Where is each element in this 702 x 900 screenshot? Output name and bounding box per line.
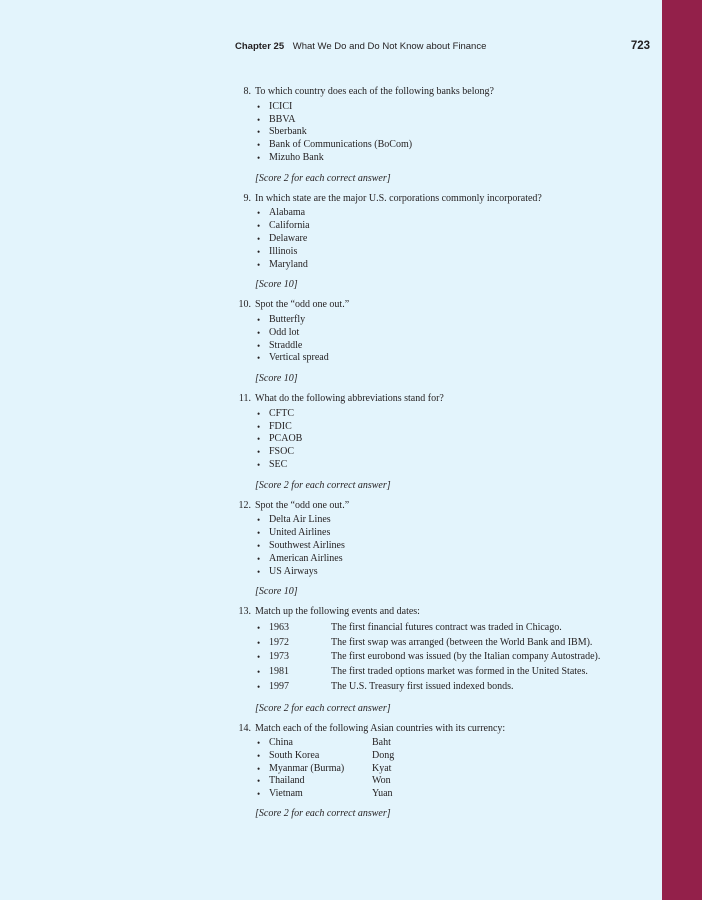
match-country: Vietnam [269, 787, 303, 799]
question-prompt: Match each of the following Asian countries with its currency: [255, 722, 506, 734]
score-note: [Score 10] [255, 586, 298, 598]
list-item: • Vertical spread [255, 352, 650, 365]
question-text [230, 500, 650, 513]
chapter-label: Chapter 25 [235, 41, 285, 52]
match-date: 1973 [269, 651, 289, 663]
list-item [255, 680, 650, 695]
list-item: • Alabama [255, 207, 650, 220]
list-item: • American Airlines [255, 553, 650, 566]
question-text [230, 393, 650, 406]
question-number: 11. [238, 392, 251, 404]
list-item [255, 763, 650, 776]
question-10 [230, 299, 650, 386]
list-item: • BBVA [255, 114, 650, 127]
list-item: • ICICI [255, 101, 650, 114]
match-event: The first eurobond was issued (by the Italian company Autostrade). [331, 651, 601, 663]
list-item: • Illinois [255, 246, 650, 259]
question-number: 10. [238, 299, 251, 311]
question-text [230, 193, 650, 206]
running-header [235, 40, 650, 54]
question-8 [230, 86, 650, 186]
list-item [255, 737, 650, 750]
match-event: The first financial futures contract was traded in Chicago. [331, 621, 562, 633]
list-item: • Southwest Airlines [255, 540, 650, 553]
match-date: 1963 [269, 621, 289, 633]
list-item: • FDIC [255, 421, 650, 434]
score-note: [Score 2 for each correct answer] [255, 808, 391, 820]
side-color-bar [662, 0, 702, 900]
match-currency: Won [372, 775, 391, 787]
match-currency: Kyat [372, 762, 392, 774]
question-13 [230, 606, 650, 716]
match-date: 1997 [269, 681, 289, 693]
list-item: • United Airlines [255, 527, 650, 540]
list-item: • US Airways [255, 566, 650, 579]
question-text [230, 86, 650, 99]
list-item: • Butterfly [255, 314, 650, 327]
question-text [230, 723, 650, 736]
score-note: [Score 2 for each correct answer] [255, 172, 391, 184]
list-item: • Delta Air Lines [255, 514, 650, 527]
match-country: China [269, 737, 293, 749]
score-note: [Score 2 for each correct answer] [255, 479, 391, 491]
match-country: South Korea [269, 750, 320, 762]
match-list [230, 621, 650, 695]
question-list [230, 86, 650, 828]
list-item [255, 750, 650, 763]
question-text [230, 606, 650, 619]
match-date: 1981 [269, 666, 289, 678]
question-number: 14. [238, 722, 251, 734]
chapter-title: What We Do and Do Not Know about Finance [292, 41, 487, 52]
list-item [255, 775, 650, 788]
list-item: • Bank of Communications (BoCom) [255, 139, 650, 152]
list-item [255, 621, 650, 636]
list-item [255, 788, 650, 801]
list-item: • Straddle [255, 340, 650, 353]
list-item: • Sberbank [255, 126, 650, 139]
question-prompt: To which country does each of the following banks belong? [255, 86, 494, 97]
question-number: 13. [238, 606, 251, 618]
list-item: • Maryland [255, 259, 650, 272]
match-event: The U.S. Treasury first issued indexed bonds. [331, 681, 514, 693]
list-item [255, 665, 650, 680]
match-event: The first swap was arranged (between the World Bank and IBM). [331, 636, 593, 648]
match-event: The first traded options market was formed in the United States. [331, 666, 588, 678]
page-number: 723 [630, 40, 650, 52]
list-item: • Delaware [255, 233, 650, 246]
match-date: 1972 [269, 636, 289, 648]
question-9 [230, 193, 650, 293]
match-currency: Yuan [372, 787, 393, 799]
question-prompt: What do the following abbreviations stand for? [255, 392, 444, 404]
option-list [230, 408, 650, 472]
list-item: • Odd lot [255, 327, 650, 340]
question-prompt: In which state are the major U.S. corporations commonly incorporated? [255, 192, 542, 204]
question-12 [230, 500, 650, 600]
match-currency: Dong [372, 750, 395, 762]
match-country: Thailand [269, 775, 305, 787]
list-item: • CFTC [255, 408, 650, 421]
match-country: Myanmar (Burma) [269, 762, 345, 774]
question-number: 9. [243, 192, 251, 204]
question-11 [230, 393, 650, 493]
score-note: [Score 2 for each correct answer] [255, 702, 391, 714]
option-list [230, 207, 650, 271]
question-prompt: Spot the “odd one out.” [255, 499, 350, 511]
question-number: 12. [238, 499, 251, 511]
match-list [230, 737, 650, 800]
list-item: • FSOC [255, 446, 650, 459]
list-item: • Mizuho Bank [255, 152, 650, 165]
list-item [255, 650, 650, 665]
question-number: 8. [243, 86, 251, 97]
list-item: • SEC [255, 459, 650, 472]
option-list [230, 101, 650, 165]
question-prompt: Spot the “odd one out.” [255, 299, 350, 311]
match-currency: Baht [372, 737, 391, 749]
question-text [230, 299, 650, 312]
list-item: • California [255, 220, 650, 233]
question-14 [230, 723, 650, 822]
score-note: [Score 10] [255, 279, 298, 291]
list-item [255, 636, 650, 651]
option-list [230, 314, 650, 365]
question-prompt: Match up the following events and dates: [255, 606, 420, 618]
score-note: [Score 10] [255, 373, 298, 385]
option-list [230, 514, 650, 578]
list-item: • PCAOB [255, 433, 650, 446]
